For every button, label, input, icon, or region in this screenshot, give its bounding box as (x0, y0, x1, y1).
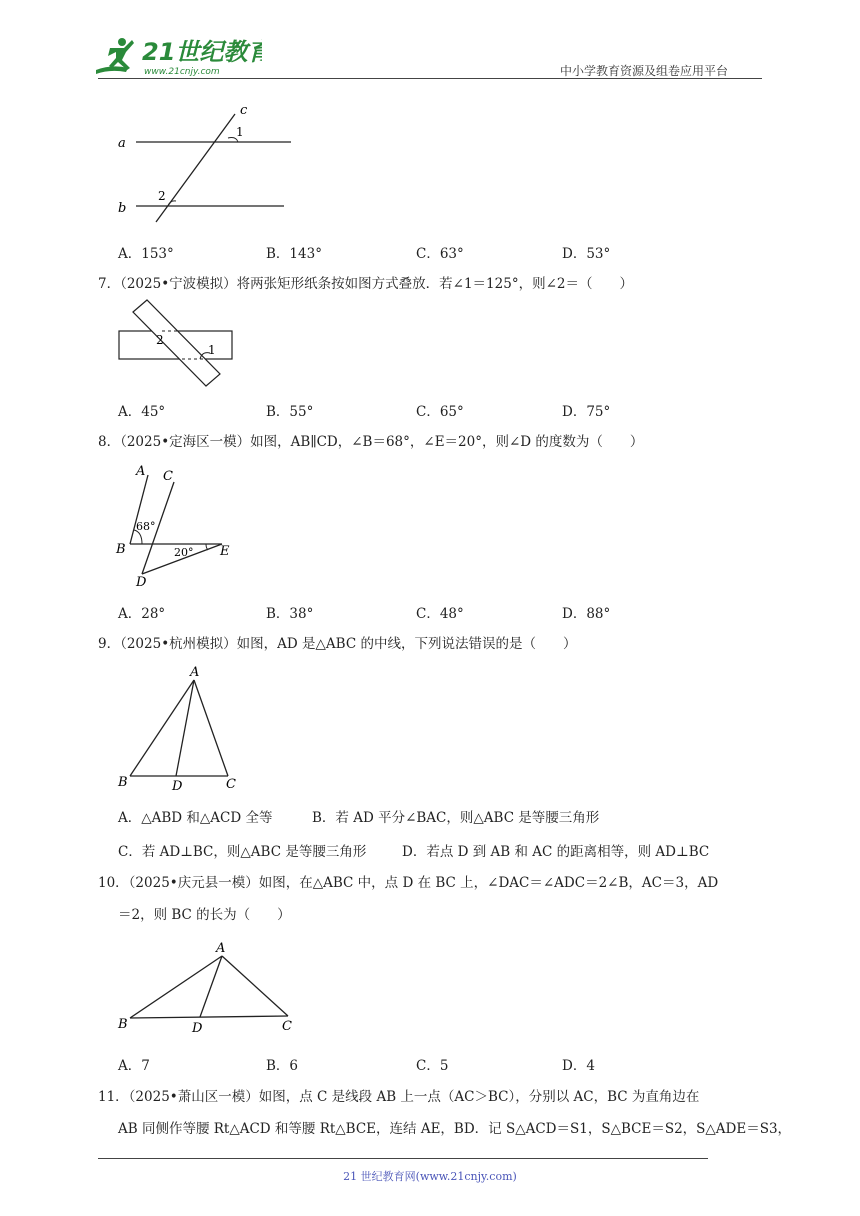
q10-option-c: C．5 (416, 1058, 449, 1074)
q6-option-b: B．143° (266, 246, 322, 262)
q10-figure (110, 938, 300, 1036)
q8-option-a: A．28° (118, 606, 166, 622)
q6-label-a: a (118, 136, 126, 151)
q10-label-A: A (216, 941, 226, 956)
q6-label-c: c (240, 103, 248, 118)
q8-label-A: A (136, 464, 146, 479)
q9-option-b: B．若 AD 平分∠BAC，则△ABC 是等腰三角形 (312, 810, 600, 826)
q9-option-d: D．若点 D 到 AB 和 AC 的距离相等，则 AD⊥BC (402, 844, 710, 860)
q10-label-D: D (192, 1021, 203, 1036)
q6-label-2: 2 (158, 189, 166, 203)
logo-runner-icon (92, 34, 262, 80)
header-platform-text: 中小学教育资源及组卷应用平台 (560, 64, 729, 78)
q9-stem: 9．（2025•杭州模拟）如图，AD 是△ABC 的中线，下列说法错误的是（ ） (98, 636, 577, 652)
header-divider (98, 78, 762, 79)
q7-option-a: A．45° (118, 404, 166, 420)
q7-option-c: C．65° (416, 404, 464, 420)
logo-url: www.21cnjy.com (144, 67, 220, 77)
site-logo (92, 34, 262, 80)
q6-label-b: b (118, 201, 127, 216)
q10-option-d: D．4 (562, 1058, 595, 1074)
q6-label-1: 1 (236, 125, 244, 139)
q8-option-c: C．48° (416, 606, 464, 622)
q10-option-a: A．7 (118, 1058, 150, 1074)
q10-label-B: B (118, 1017, 128, 1032)
q10-label-C: C (282, 1019, 292, 1034)
q7-label-2: 2 (156, 333, 164, 347)
q9-label-C: C (226, 777, 236, 792)
q7-option-b: B．55° (266, 404, 314, 420)
q10-stem-line1: 10．（2025•庆元县一模）如图，在△ABC 中，点 D 在 BC 上，∠DAC＝∠ADC＝2∠B，AC＝3，AD (98, 875, 719, 891)
q9-option-a: A．△ABD 和△ACD 全等 (118, 810, 273, 826)
q11-stem-line1: 11．（2025•萧山区一模）如图，点 C 是线段 AB 上一点（AC＞BC），分别以 AC，BC 为直角边在 (98, 1089, 700, 1105)
q10-option-b: B．6 (266, 1058, 299, 1074)
q8-angle-68: 68° (136, 520, 156, 533)
q6-option-d: D．53° (562, 246, 611, 262)
q8-label-C: C (163, 469, 173, 484)
q6-option-c: C．63° (416, 246, 464, 262)
q9-figure (110, 662, 250, 796)
q9-option-c: C．若 AD⊥BC，则△ABC 是等腰三角形 (118, 844, 367, 860)
q7-label-1: 1 (208, 343, 216, 357)
q8-label-B: B (116, 542, 126, 557)
q8-angle-20: 20° (174, 546, 194, 559)
q8-figure (110, 460, 240, 590)
q8-label-E: E (220, 544, 230, 559)
footer-divider (98, 1158, 708, 1159)
q7-figure (110, 298, 242, 392)
q6-figure (110, 102, 310, 226)
q8-stem: 8．（2025•定海区一模）如图，AB∥CD，∠B＝68°，∠E＝20°，则∠D 的度数为（ ） (98, 434, 644, 450)
q8-option-d: D．88° (562, 606, 611, 622)
q8-option-b: B．38° (266, 606, 314, 622)
logo-text: 21世纪教育 (142, 38, 262, 66)
q7-stem: 7．（2025•宁波模拟）将两张矩形纸条按如图方式叠放．若∠1＝125°，则∠2＝（ ） (98, 276, 633, 292)
footer-text: 21 世纪教育网(www.21cnjy.com) (343, 1170, 517, 1183)
q7-option-d: D．75° (562, 404, 611, 420)
q10-stem-line2: ＝2，则 BC 的长为（ ） (118, 907, 291, 923)
q8-label-D: D (136, 575, 147, 590)
q9-label-B: B (118, 775, 128, 790)
q9-label-D: D (172, 779, 183, 794)
q11-stem-line2: AB 同侧作等腰 Rt△ACD 和等腰 Rt△BCE，连结 AE，BD．记 S△ACD＝S1，S△BCE＝S2，S△ADE＝S3， (118, 1121, 792, 1137)
q9-label-A: A (190, 665, 200, 680)
q6-option-a: A．153° (118, 246, 174, 262)
